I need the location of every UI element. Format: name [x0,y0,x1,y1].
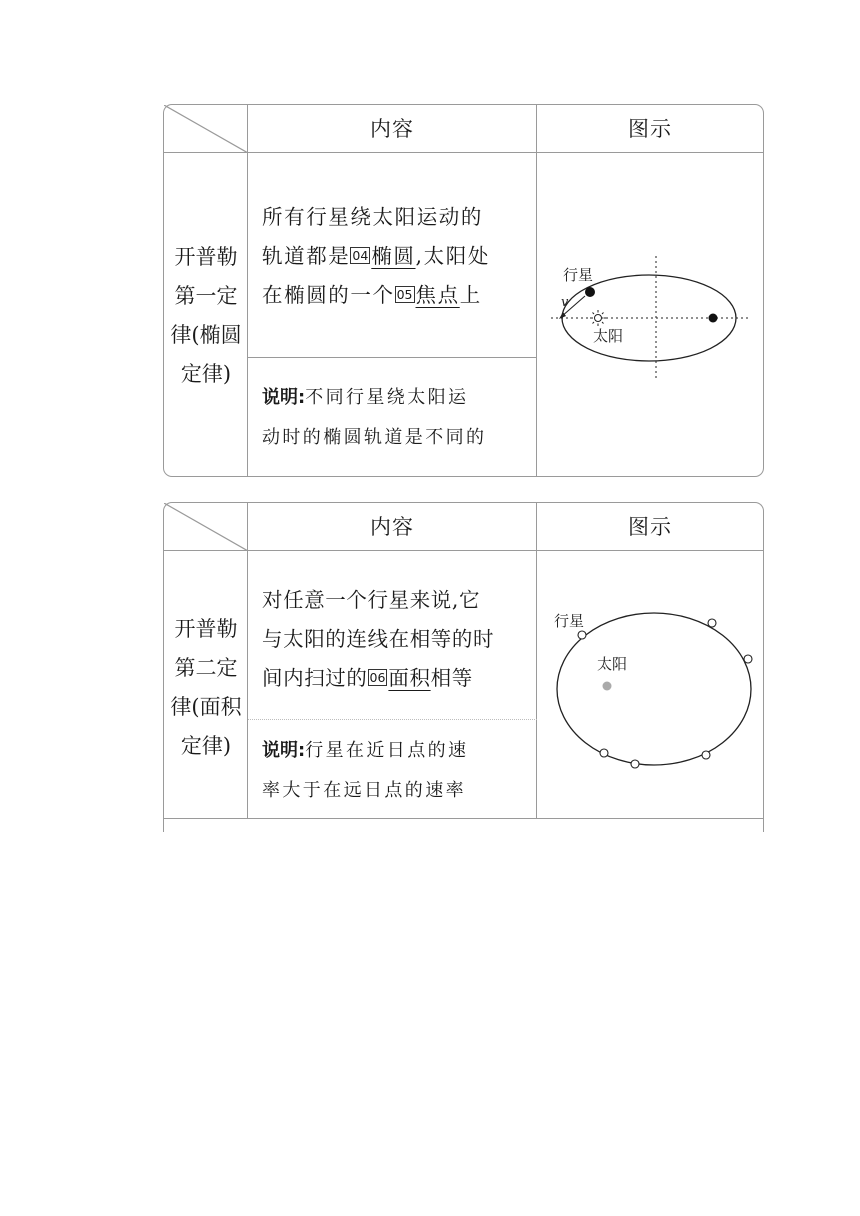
answer-blank [350,244,415,268]
sun-dot [603,682,612,691]
text: 轨道都是 [262,244,351,268]
header-diagonal-corner [164,105,248,153]
planet-position [702,751,710,759]
content-line: 与太阳的连线在相等的时 [262,627,495,651]
blank-number: 06 [369,670,386,685]
sun-label: 太阳 [593,327,624,345]
law-name-line: 开普勒 [174,245,238,269]
planet-dot [585,287,595,297]
law-name-line: 定律) [180,734,232,758]
header-content: 内容 [370,117,414,141]
blank-number: 05 [396,287,413,302]
law-name [164,238,248,394]
planet-position [578,631,586,639]
blank-answer: 面积 [388,666,431,690]
content-divider [248,719,537,720]
content-line: 对任意一个行星来说,它 [262,588,481,612]
note-line: 率大于在远日点的速率 [262,780,466,801]
law-name-line: 律(椭圆 [170,323,242,347]
content-line [262,237,532,276]
elliptical-orbit-figure [537,254,763,382]
law-name-line: 第二定 [174,656,238,680]
content-line [262,659,532,698]
note-line [262,378,532,418]
law-name [164,610,248,766]
text: 在椭圆的一个 [262,283,395,307]
planet-position [708,619,716,627]
planet-label: 行星 [563,266,594,284]
area-law-figure [537,597,763,777]
answer-blank [395,283,460,307]
content-line [262,276,532,315]
header-figure: 图示 [628,117,672,141]
text: ,太阳处 [415,244,490,268]
planet-label: 行星 [554,612,585,630]
note-label: 说明: [262,387,306,408]
law-name-line: 第一定 [174,284,238,308]
sun-icon [590,310,606,326]
header-content: 内容 [370,515,414,539]
law-name-line: 定律) [180,362,232,386]
note-text: 行星在近日点的速 [305,740,469,761]
answer-blank [368,666,431,690]
law-name-line: 律(面积 [170,695,242,719]
text: 相等 [430,666,473,690]
blank-answer: 椭圆 [371,244,416,268]
note-line [262,731,532,771]
planet-position [744,655,752,663]
text: 间内扫过的 [262,666,368,690]
table-bottom-line [163,818,764,819]
planet-position [600,749,608,757]
law-note [262,731,532,811]
sun-label: 太阳 [597,655,628,673]
kepler-second-law-table [163,502,764,832]
velocity-label: v [561,295,569,310]
note-label: 说明: [262,740,306,761]
header-figure: 图示 [628,515,672,539]
planet-position [631,760,639,768]
law-content [262,581,532,698]
note-line: 动时的椭圆轨道是不同的 [262,427,487,448]
kepler-first-law-table [163,104,764,477]
law-name-line: 开普勒 [174,617,238,641]
planet-positions [578,619,752,768]
law-note [262,378,532,458]
blank-answer: 焦点 [415,283,460,307]
blank-number: 04 [352,248,369,263]
other-focus-dot [709,314,718,323]
note-text: 不同行星绕太阳运 [305,387,469,408]
content-line: 所有行星绕太阳运动的 [262,205,483,229]
text: 上 [459,283,482,307]
header-diagonal-corner [164,503,248,551]
content-divider [248,357,537,358]
law-content [262,198,532,315]
